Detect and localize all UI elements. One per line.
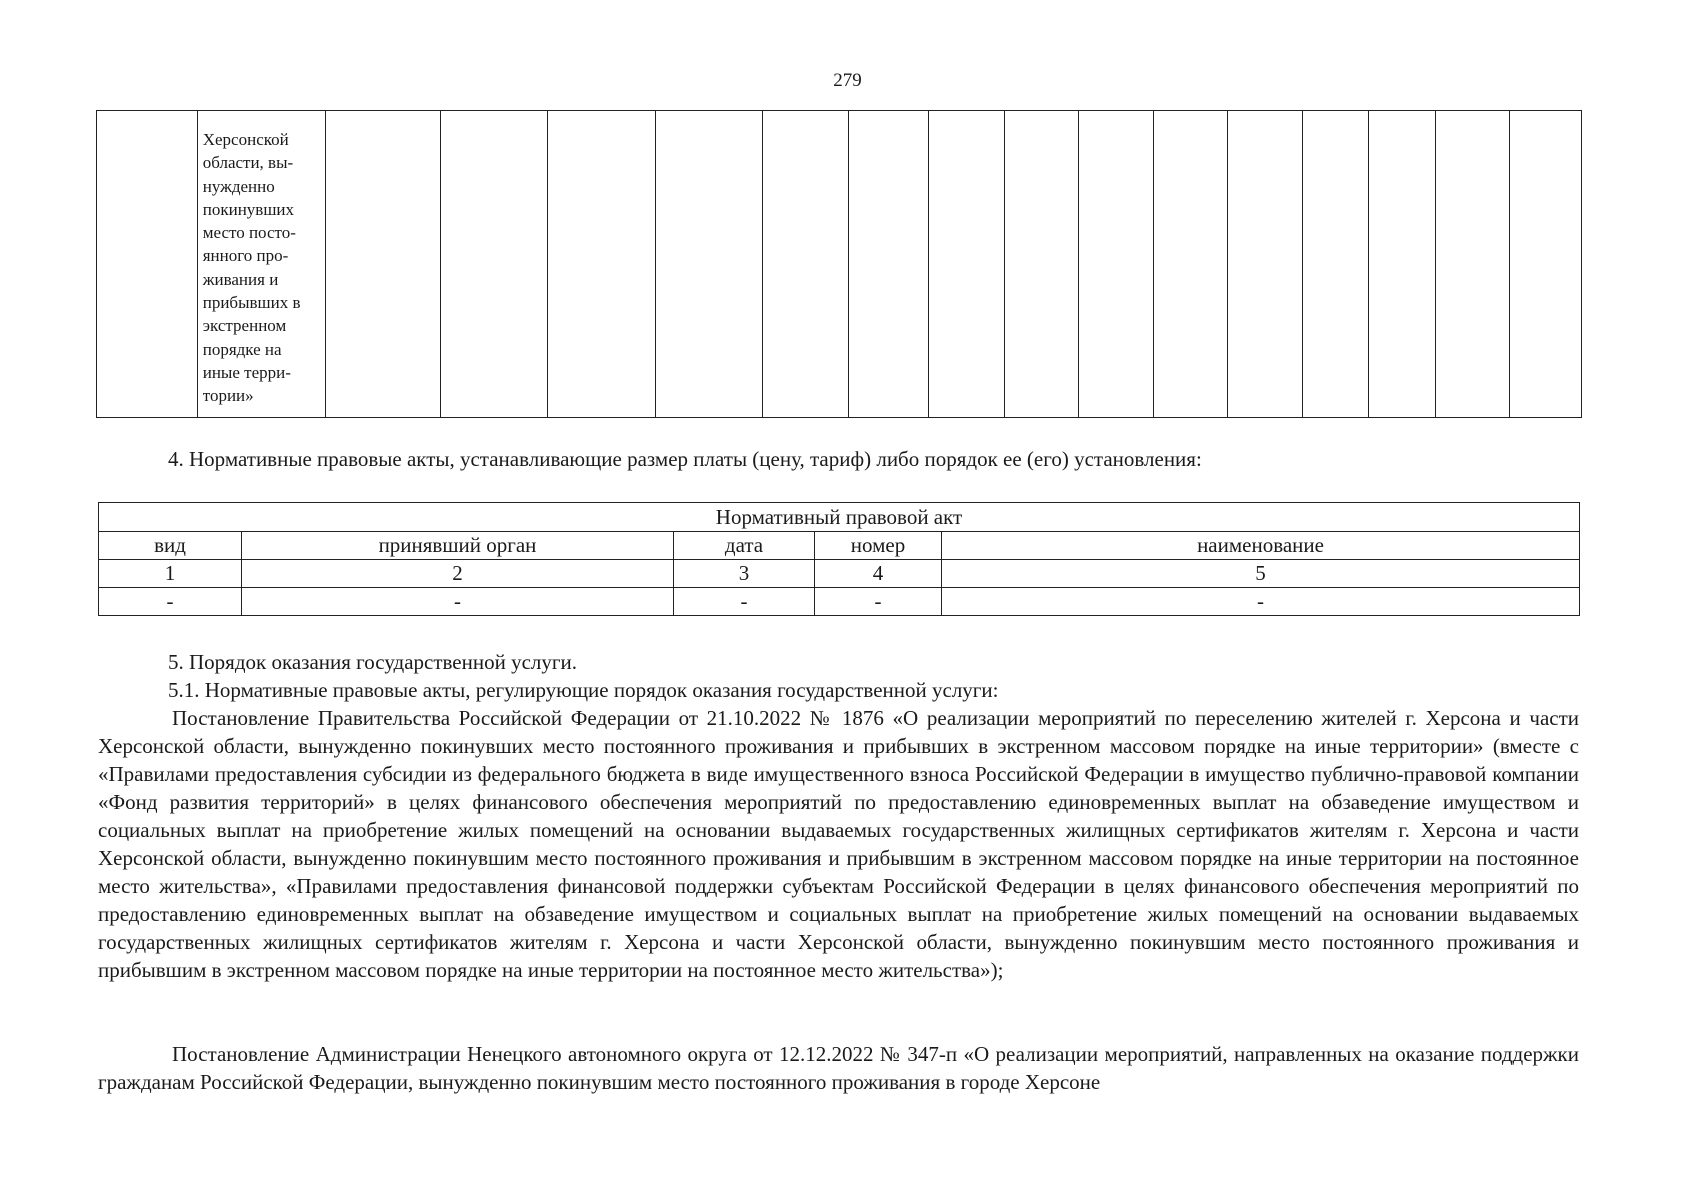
table-cell [1369, 111, 1435, 418]
paragraph-administration-decree: Постановление Администрации Ненецкого автономного округа от 12.12.2022 № 347-п «О реализации мероприятий, направленных на оказание поддержки гражданам Российской Федерации, вынужденно покинувшим место постоянного проживания в городе Херсоне [98, 1042, 1579, 1094]
section-4-heading: 4. Нормативные правовые акты, устанавливающие размер платы (цену, тариф) либо порядок ее (его) установления: [168, 447, 1202, 471]
column-header-organ: принявший орган [242, 532, 674, 560]
table-cell [1004, 111, 1079, 418]
recipient-category-cell: Херсонской области, вы- нужденно покинувших место посто- янного про- живания и прибывших в экстренном порядке на иные терри- тории» [197, 111, 325, 418]
page-number: 279 [833, 70, 862, 91]
table-title: Нормативный правовой акт [99, 503, 1580, 532]
column-header-name: наименование [942, 532, 1580, 560]
table-cell: - [99, 588, 242, 616]
table-title-row [99, 503, 1580, 532]
table-cell [97, 111, 198, 418]
table-cell [1435, 111, 1510, 418]
column-header-vid: вид [99, 532, 242, 560]
section-5-heading: 5. Порядок оказания государственной услуги. [168, 650, 577, 674]
column-header-row [99, 532, 1580, 560]
table-row [99, 588, 1580, 616]
paragraph-government-decree: Постановление Правительства Российской Федерации от 21.10.2022 № 1876 «О реализации мероприятий по переселению жителей г. Херсона и части Херсонской области, вынужденно покинувших место постоянного проживания и прибывших в экстренном массовом порядке на иные территории» (вместе с «Правилами предоставления субсидии из федерального бюджета в виде имущественного взноса Российской Федерации в имущество публично-правовой компании «Фонд развития территорий» в целях финансового обеспечения мероприятий по предоставлению единовременных выплат на обзаведение имуществом и социальных выплат на приобретение жилых помещений на основании выдаваемых государственных жилищных сертификатов жителям г. Херсона и части Херсонской области, вынужденно покинувшим место постоянного проживания и прибывшим в экстренном массовом порядке на иные территории на постоянное место жительства», «Правилами предоставления финансовой поддержки субъектам Российской Федерации в целях финансового обеспечения мероприятий по предоставлению единовременных выплат на обзаведение имуществом и социальных выплат на приобретение жилых помещений на основании выдаваемых государственных жилищных сертификатов жителям г. Херсона и части Херсонской области, вынужденно покинувшим место постоянного проживания и прибывшим в экстренном массовом порядке на иные территории на постоянное место жительства»); [98, 706, 1579, 982]
table-cell [656, 111, 763, 418]
continuation-table [96, 110, 1582, 418]
table-cell [325, 111, 440, 418]
column-number: 5 [942, 560, 1580, 588]
table-cell [1510, 111, 1582, 418]
column-header-number: номер [815, 532, 942, 560]
section-5-1-heading: 5.1. Нормативные правовые акты, регулирующие порядок оказания государственной услуги: [168, 678, 999, 702]
table-cell: - [242, 588, 674, 616]
table-cell: - [815, 588, 942, 616]
column-number-row [99, 560, 1580, 588]
column-number: 2 [242, 560, 674, 588]
table-cell [1302, 111, 1368, 418]
table-cell [929, 111, 1005, 418]
table-cell [1079, 111, 1154, 418]
table-cell [848, 111, 929, 418]
table-cell: - [674, 588, 815, 616]
column-header-date: дата [674, 532, 815, 560]
table-cell [1153, 111, 1228, 418]
table-cell [762, 111, 848, 418]
column-number: 4 [815, 560, 942, 588]
table-cell [548, 111, 656, 418]
column-number: 3 [674, 560, 815, 588]
column-number: 1 [99, 560, 242, 588]
table-cell [1228, 111, 1303, 418]
table-cell: - [942, 588, 1580, 616]
table-row [97, 111, 1582, 418]
table-cell [440, 111, 548, 418]
normative-acts-table [98, 502, 1580, 616]
